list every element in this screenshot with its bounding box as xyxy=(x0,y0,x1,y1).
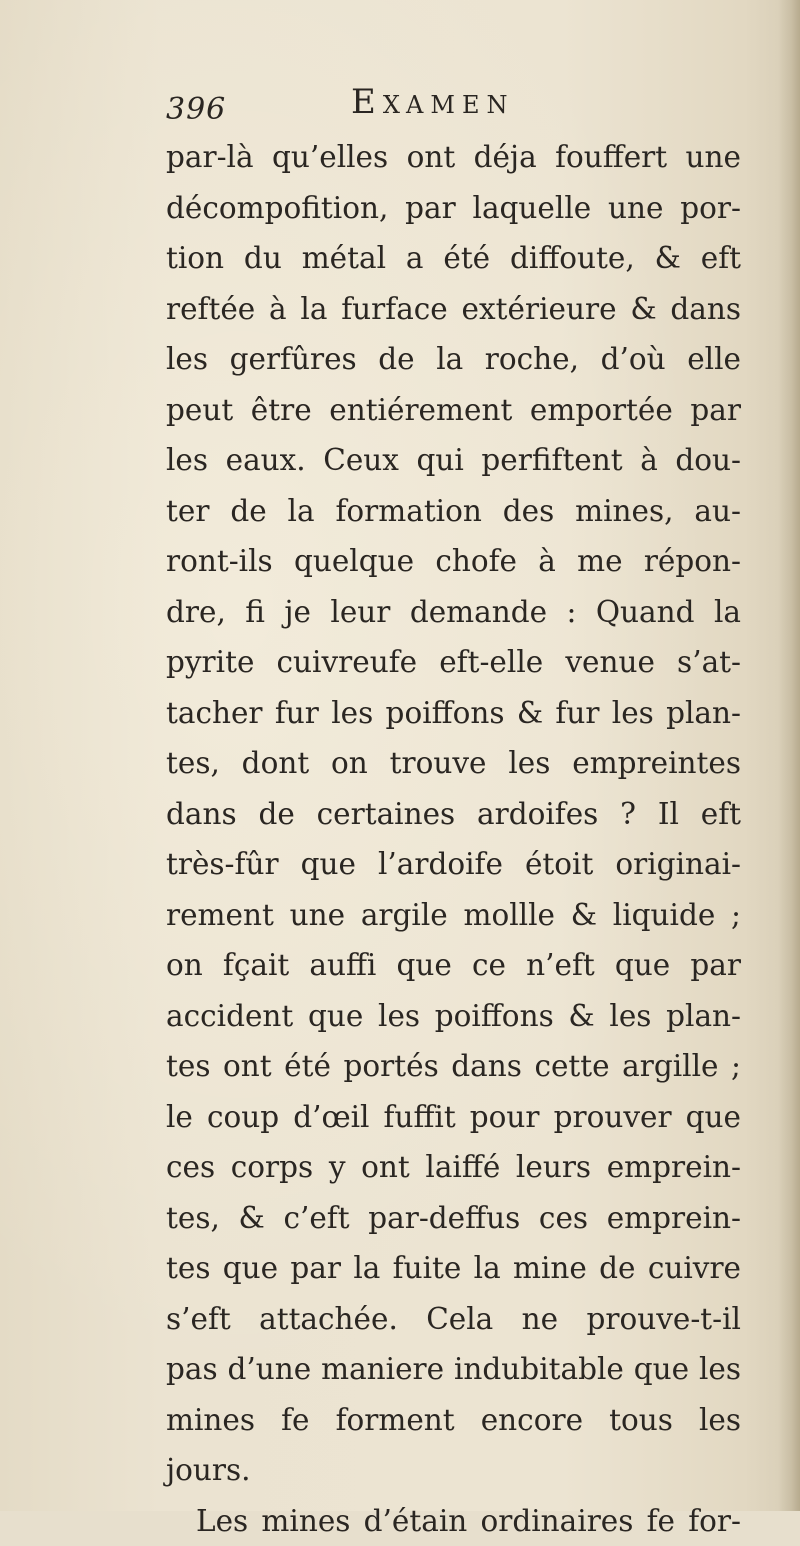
text-line: tion du métal a été diffoute, & eft xyxy=(166,233,741,284)
text-line: Les mines d’étain ordinaires fe for- xyxy=(166,1496,741,1546)
text-line: pyrite cuivreufe eft-elle venue s’at- xyxy=(166,637,741,688)
body-text xyxy=(166,132,766,1546)
text-line: tes ont été portés dans cette argille ; xyxy=(166,1041,741,1092)
text-line: ront-ils quelque chofe à me répon- xyxy=(166,536,741,587)
text-line: ces corps y ont laiffé leurs emprein- xyxy=(166,1142,741,1193)
text-line: dans de certaines ardoifes ? Il eft xyxy=(166,789,741,840)
text-line: les gerfûres de la roche, d’où elle xyxy=(166,334,741,385)
text-line: dre, fi je leur demande : Quand la xyxy=(166,587,741,638)
page-header xyxy=(166,78,586,126)
text-line: décompofition, par laquelle une por- xyxy=(166,183,741,234)
text-line: accident que les poiffons & les plan- xyxy=(166,991,741,1042)
text-line: tes que par la fuite la mine de cuivre xyxy=(166,1243,741,1294)
text-line: on fçait auffi que ce n’eft que par xyxy=(166,940,741,991)
text-line: peut être entiérement emportée par xyxy=(166,385,741,436)
text-line: les eaux. Ceux qui perfiftent à dou- xyxy=(166,435,741,486)
text-line: jours. xyxy=(166,1445,766,1496)
text-line: tes, & c’eft par-deffus ces emprein- xyxy=(166,1193,741,1244)
text-line: pas d’une maniere indubitable que les xyxy=(166,1344,741,1395)
text-line: s’eft attachée. Cela ne prouve-t-il xyxy=(166,1294,741,1345)
text-line: tacher fur les poiffons & fur les plan- xyxy=(166,688,741,739)
text-line: tes, dont on trouve les empreintes xyxy=(166,738,741,789)
page-edge-shadow xyxy=(778,0,800,1511)
page-number: 396 xyxy=(166,92,226,127)
text-line: ter de la formation des mines, au- xyxy=(166,486,741,537)
text-line: reftée à la furface extérieure & dans xyxy=(166,284,741,335)
text-line: mines fe forment encore tous les xyxy=(166,1395,741,1446)
text-line: très-fûr que l’ardoife étoit originai- xyxy=(166,839,741,890)
text-line: rement une argile mollle & liquide ; xyxy=(166,890,741,941)
text-line: par-là qu’elles ont déja fouffert une xyxy=(166,132,741,183)
text-line: le coup d’œil fuffit pour prouver que xyxy=(166,1092,741,1143)
running-head: Examen xyxy=(351,82,514,122)
